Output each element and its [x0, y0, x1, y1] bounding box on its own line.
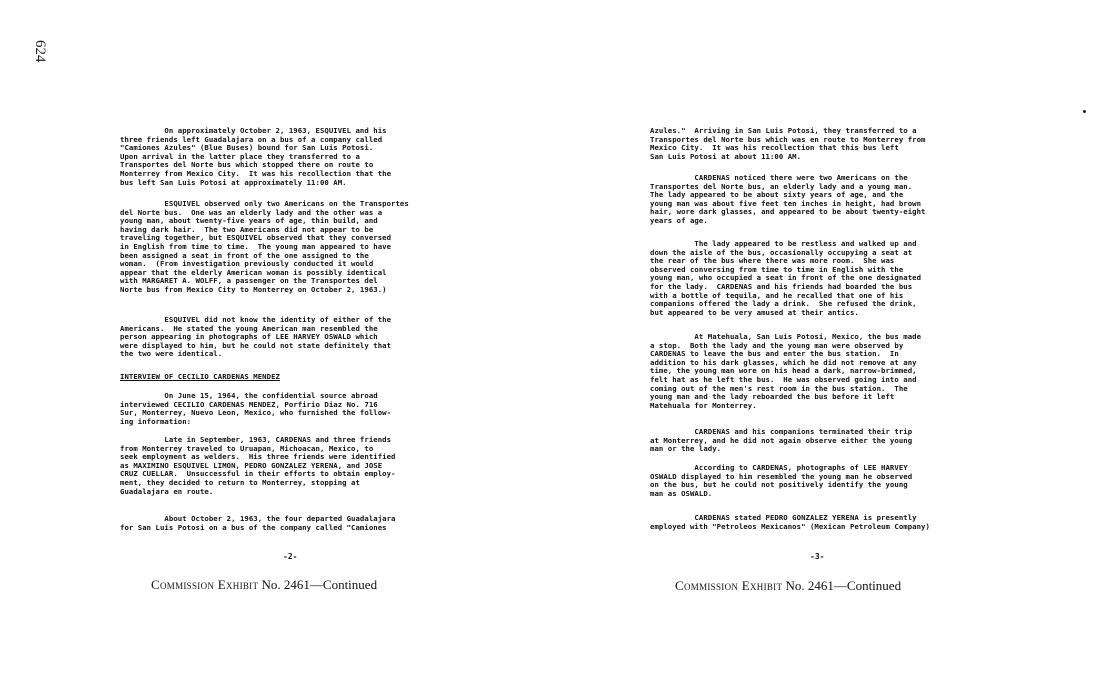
paragraph: CARDENAS stated PEDRO GONZALEZ YERENA is presently employed with "Petroleos Mexicanos" (Mexican Petroleum Company) [650, 513, 930, 531]
paragraph: CARDENAS and his companions terminated their trip at Monterrey, and he did not again observe either the young man or the lady. [650, 427, 913, 454]
paragraph: CARDENAS noticed there were two Americans on the Transportes del Norte bus, an elderly lady and a young man. The lady appeared to be about sixty years of age, and the young man was about five feet ten inches in height, had brown hair, wore dark glasses, and appeared to be about twenty-eight years of age. [650, 173, 926, 225]
paragraph: ESQUIVEL did not know the identity of either of the Americans. He stated the young American man resembled the person appearing in photographs of LEE HARVEY OSWALD which were displayed to him, but he could not state definitely that the two were identical. [120, 315, 392, 359]
right-page [547, 0, 1094, 691]
margin-page-number: 624 [32, 40, 48, 63]
caption-prefix: Commission Exhibit [151, 577, 259, 592]
paragraph: ESQUIVEL observed only two Americans on the Transportes del Norte bus. One was an elderly lady and the other was a young man, about twenty-five years of age, thin build, and having dark hair. The two Americans did not appear to be traveling together, but ESQUIVEL observed that they conversed in English from time to time. The young man appeared to have been assigned a seat in front of the one assigned to the woman. (From investigation previously conducted it would appear that the elderly American woman is possibly identical with MARGARET A. WOLFF, a passenger on the Transportes del Norte bus from Mexico City to Monterrey on October 2, 1963.) [120, 199, 409, 294]
paragraph: According to CARDENAS, photographs of LEE HARVEY OSWALD displayed to him resembled the young man he observed on the bus, but he could not positively identify the young man as OSWALD. [650, 463, 913, 498]
exhibit-caption [151, 577, 377, 593]
paragraph: At Matehuala, San Luis Potosi, Mexico, the bus made a stop. Both the lady and the young man were observed by CARDENAS to leave the bus and enter the bus station. In addition to his dark glasses, which he did not remove at any time, the young man wore on his head a dark, narrow-brimmed, felt hat as he left the bus. He was observed going into and coming out of the men's rest room in the bus station. The young man and the lady reboarded the bus before it left Matehuala for Monterrey. [650, 332, 922, 410]
exhibit-caption [675, 578, 901, 594]
paragraph: Late in September, 1963, CARDENAS and three friends from Monterrey traveled to Uruapan, Michoacan, Mexico, to seek employment as welders. His three friends were identified as MAXIMINO ESQUIVEL LIMON, PEDRO GONZALEZ YERENA, and JOSE CRUZ CUELLAR. Unsuccessful in their efforts to obtain employ- ment, they decided to return to Monterrey, stopping at Guadalajara en route. [120, 435, 396, 496]
caption-suffix: No. 2461—Continued [785, 578, 902, 593]
paragraph: Azules." Arriving in San Luis Potosi, they transferred to a Transportes del Norte bus which was en route to Monterrey from Mexico City. It was his recollection that this bus left San Luis Potosi at about 11:00 AM. [650, 126, 926, 161]
paragraph: On June 15, 1964, the confidential source abroad interviewed CECILIO CARDENAS MENDEZ, Porfirio Diaz No. 716 Sur, Monterrey, Nuevo Leon, Mexico, who furnished the follow- ing information: [120, 391, 392, 426]
page-marker: -2- [283, 552, 298, 561]
caption-suffix: No. 2461—Continued [261, 577, 378, 592]
caption-prefix: Commission Exhibit [675, 578, 783, 593]
paragraph: The lady appeared to be restless and walked up and down the aisle of the bus, occasionally occupying a seat at the rear of the bus where there was more room. She was observed conversing from time to time in English with the young man, who occupied a seat in front of the one designated for the lady. CARDENAS and his friends had boarded the bus with a bottle of tequila, and he recalled that one of his companions offered the lady a drink. She refused the drink, but appeared to be very amused at their antics. [650, 239, 922, 317]
section-heading: INTERVIEW OF CECILIO CARDENAS MENDEZ [120, 372, 280, 381]
paragraph: About October 2, 1963, the four departed Guadalajara for San Luis Potosi on a bus of the company called "Camiones [120, 514, 396, 532]
page-marker: -3- [810, 552, 825, 561]
paragraph: On approximately October 2, 1963, ESQUIVEL and his three friends left Guadalajara on a bus of a company called "Camiones Azules" (Blue Buses) bound for San Luis Potosi. Upon arrival in the latter place they transferred to a Transportes del Norte bus which stopped there on route to Monterrey from Mexico City. It was his recollection that the bus left San Luis Potosi at approximately 11:00 AM. [120, 126, 392, 187]
scan-speck [1083, 110, 1086, 113]
